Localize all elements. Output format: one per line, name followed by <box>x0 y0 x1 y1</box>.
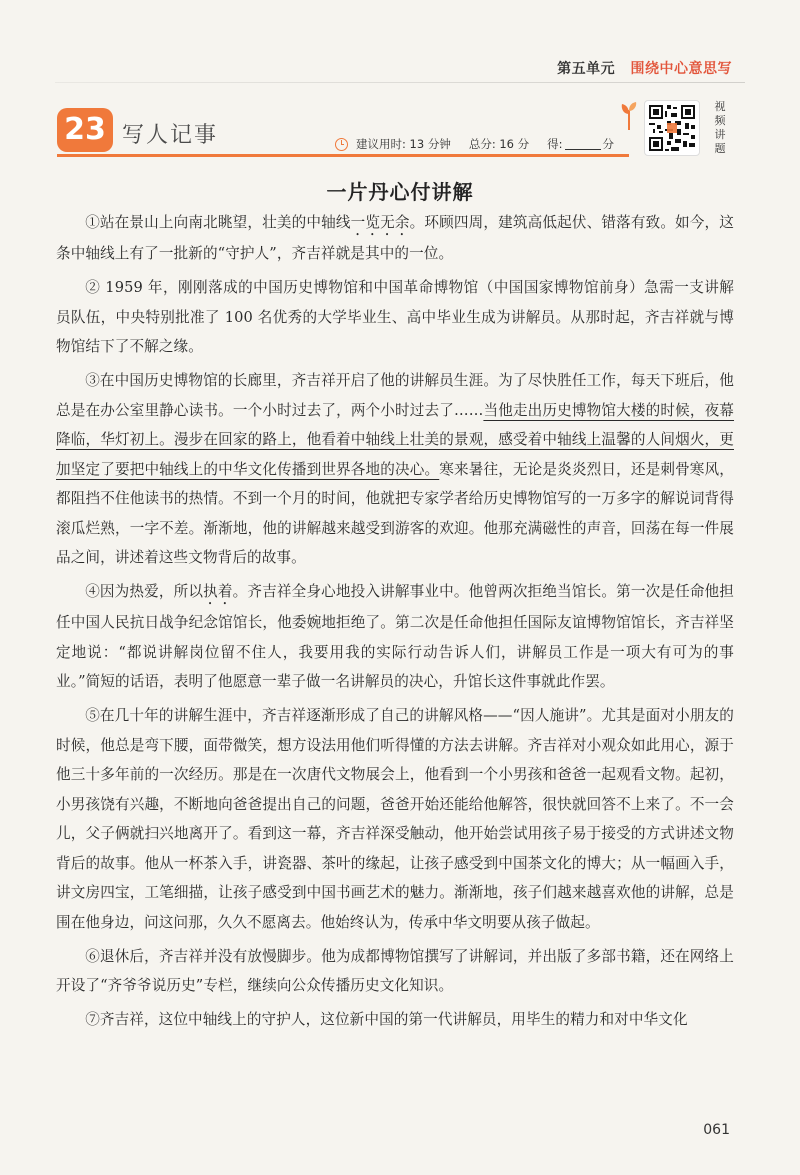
header-divider <box>55 82 745 83</box>
unit-theme: 围绕中心意思写 <box>630 61 732 77</box>
sprout-icon <box>620 100 638 130</box>
emphasis-dotted: 一览无余 <box>350 214 410 231</box>
paragraph-7: ⑦齐吉祥，这位中轴线上的守护人，这位新中国的第一代讲解员，用毕生的精力和对中华文化 <box>85 1011 688 1028</box>
score-unit: 分 <box>602 137 615 151</box>
suggested-time: 建议用时: 13 分钟 <box>356 137 451 151</box>
underlined-sentence: 当他走出历史博物馆大楼的时候，夜幕降临，华灯初上。漫步在回家的路上，他看着中轴线上壮美的景观，感受着中轴线上温馨的人间烟火，更加坚定了要把中轴线上的中华文化传播到世界各地的决心。 <box>56 401 735 478</box>
paragraph-4: ④因为热爱，所以执着。齐吉祥全身心地投入讲解事业中。他曾两次拒绝当馆长。第一次是任命他担任中国人民抗日战争纪念馆馆长，他委婉地拒绝了。第二次是任命他担任国际友谊博物馆馆长，齐吉祥坚定地说：“都说讲解岗位留不住人，我要用我的实际行动告诉人们，讲解员工作是一项大有可为的事业。”简短的话语，表明了他愿意一辈子做一名讲解员的决心，升馆长这件事就此作罢。 <box>56 583 735 690</box>
paragraph-1: ①站在景山上向南北眺望，壮美的中轴线一览无余。环顾四周，建筑高低起伏、错落有致。如今，这条中轴线上有了一批新的“守护人”，齐吉祥就是其中的一位。 <box>56 214 734 262</box>
article-title: 一片丹心付讲解 <box>326 180 474 204</box>
total-score: 总分: 16 分 <box>468 137 530 151</box>
qr-code[interactable] <box>644 100 700 156</box>
emphasis-dotted: 执着 <box>203 583 233 600</box>
paragraph-2: ② 1959 年，刚刚落成的中国历史博物馆和中国革命博物馆（中国国家博物馆前身）急需一支讲解员队伍，中央特别批准了 100 名优秀的大学毕业生、高中毕业生成为讲解员。从那时起，齐吉祥就与博物馆结下了不解之缘。 <box>56 279 734 355</box>
lesson-meta <box>335 136 614 152</box>
score-blank[interactable] <box>565 139 601 150</box>
qr-label: 视频讲题 <box>714 100 726 155</box>
page-number: 061 <box>703 1122 730 1138</box>
lesson-number-badge: 23 <box>57 108 113 152</box>
lesson-title: 写人记事 <box>122 123 219 148</box>
clock-icon <box>335 138 348 151</box>
article-body <box>56 208 734 1039</box>
lesson-divider <box>57 154 629 157</box>
unit-header <box>557 58 732 78</box>
paragraph-6: ⑥退休后，齐吉祥并没有放慢脚步。他为成都博物馆撰写了讲解词，并出版了多部书籍，还在网络上开设了“齐爷爷说历史”专栏，继续向公众传播历史文化知识。 <box>56 947 734 994</box>
unit-label: 第五单元 <box>557 61 616 77</box>
score-label: 得: <box>547 137 563 151</box>
paragraph-3: ③在中国历史博物馆的长廊里，齐吉祥开启了他的讲解员生涯。为了尽快胜任工作，每天下班后，他总是在办公室里静心读书。一个小时过去了，两个小时过去了……当他走出历史博物馆大楼的时候，夜幕降临，华灯初上。漫步在回家的路上，他看着中轴线上壮美的景观，感受着中轴线上温馨的人间烟火，更加坚定了要把中轴线上的中华文化传播到世界各地的决心。寒来暑往，无论是炎炎烈日，还是刺骨寒风，都阻挡不住他读书的热情。不到一个月的时间，他就把专家学者给历史博物馆写的一万多字的解说词背得滚瓜烂熟，一字不差。渐渐地，他的讲解越来越受到游客的欢迎。他那充满磁性的声音，回荡在每一件展品之间，讲述着这些文物背后的故事。 <box>56 372 735 566</box>
paragraph-5: ⑤在几十年的讲解生涯中，齐吉祥逐渐形成了自己的讲解风格——“因人施讲”。尤其是面对小朋友的时候，他总是弯下腰，面带微笑，想方设法用他们听得懂的方法去讲解。齐吉祥对小观众如此用心，源于他三十多年前的一次经历。那是在一次唐代文物展会上，他看到一个小男孩和爸爸一起观看文物。起初，小男孩饶有兴趣，不断地向爸爸提出自己的问题，爸爸开始还能给他解答，很快就回答不上来了。不一会儿，父子俩就扫兴地离开了。看到这一幕，齐吉祥深受触动，他开始尝试用孩子易于接受的方式讲述文物背后的故事。他从一杯茶入手，讲瓷器、茶叶的缘起，让孩子感受到中国茶文化的博大；从一幅画入手，讲文房四宝，工笔细描，让孩子感受到中国书画艺术的魅力。渐渐地，孩子们越来越喜欢他的讲解，总是围在他身边，问这问那，久久不愿离去。他始终认为，传承中华文明要从孩子做起。 <box>56 707 734 931</box>
